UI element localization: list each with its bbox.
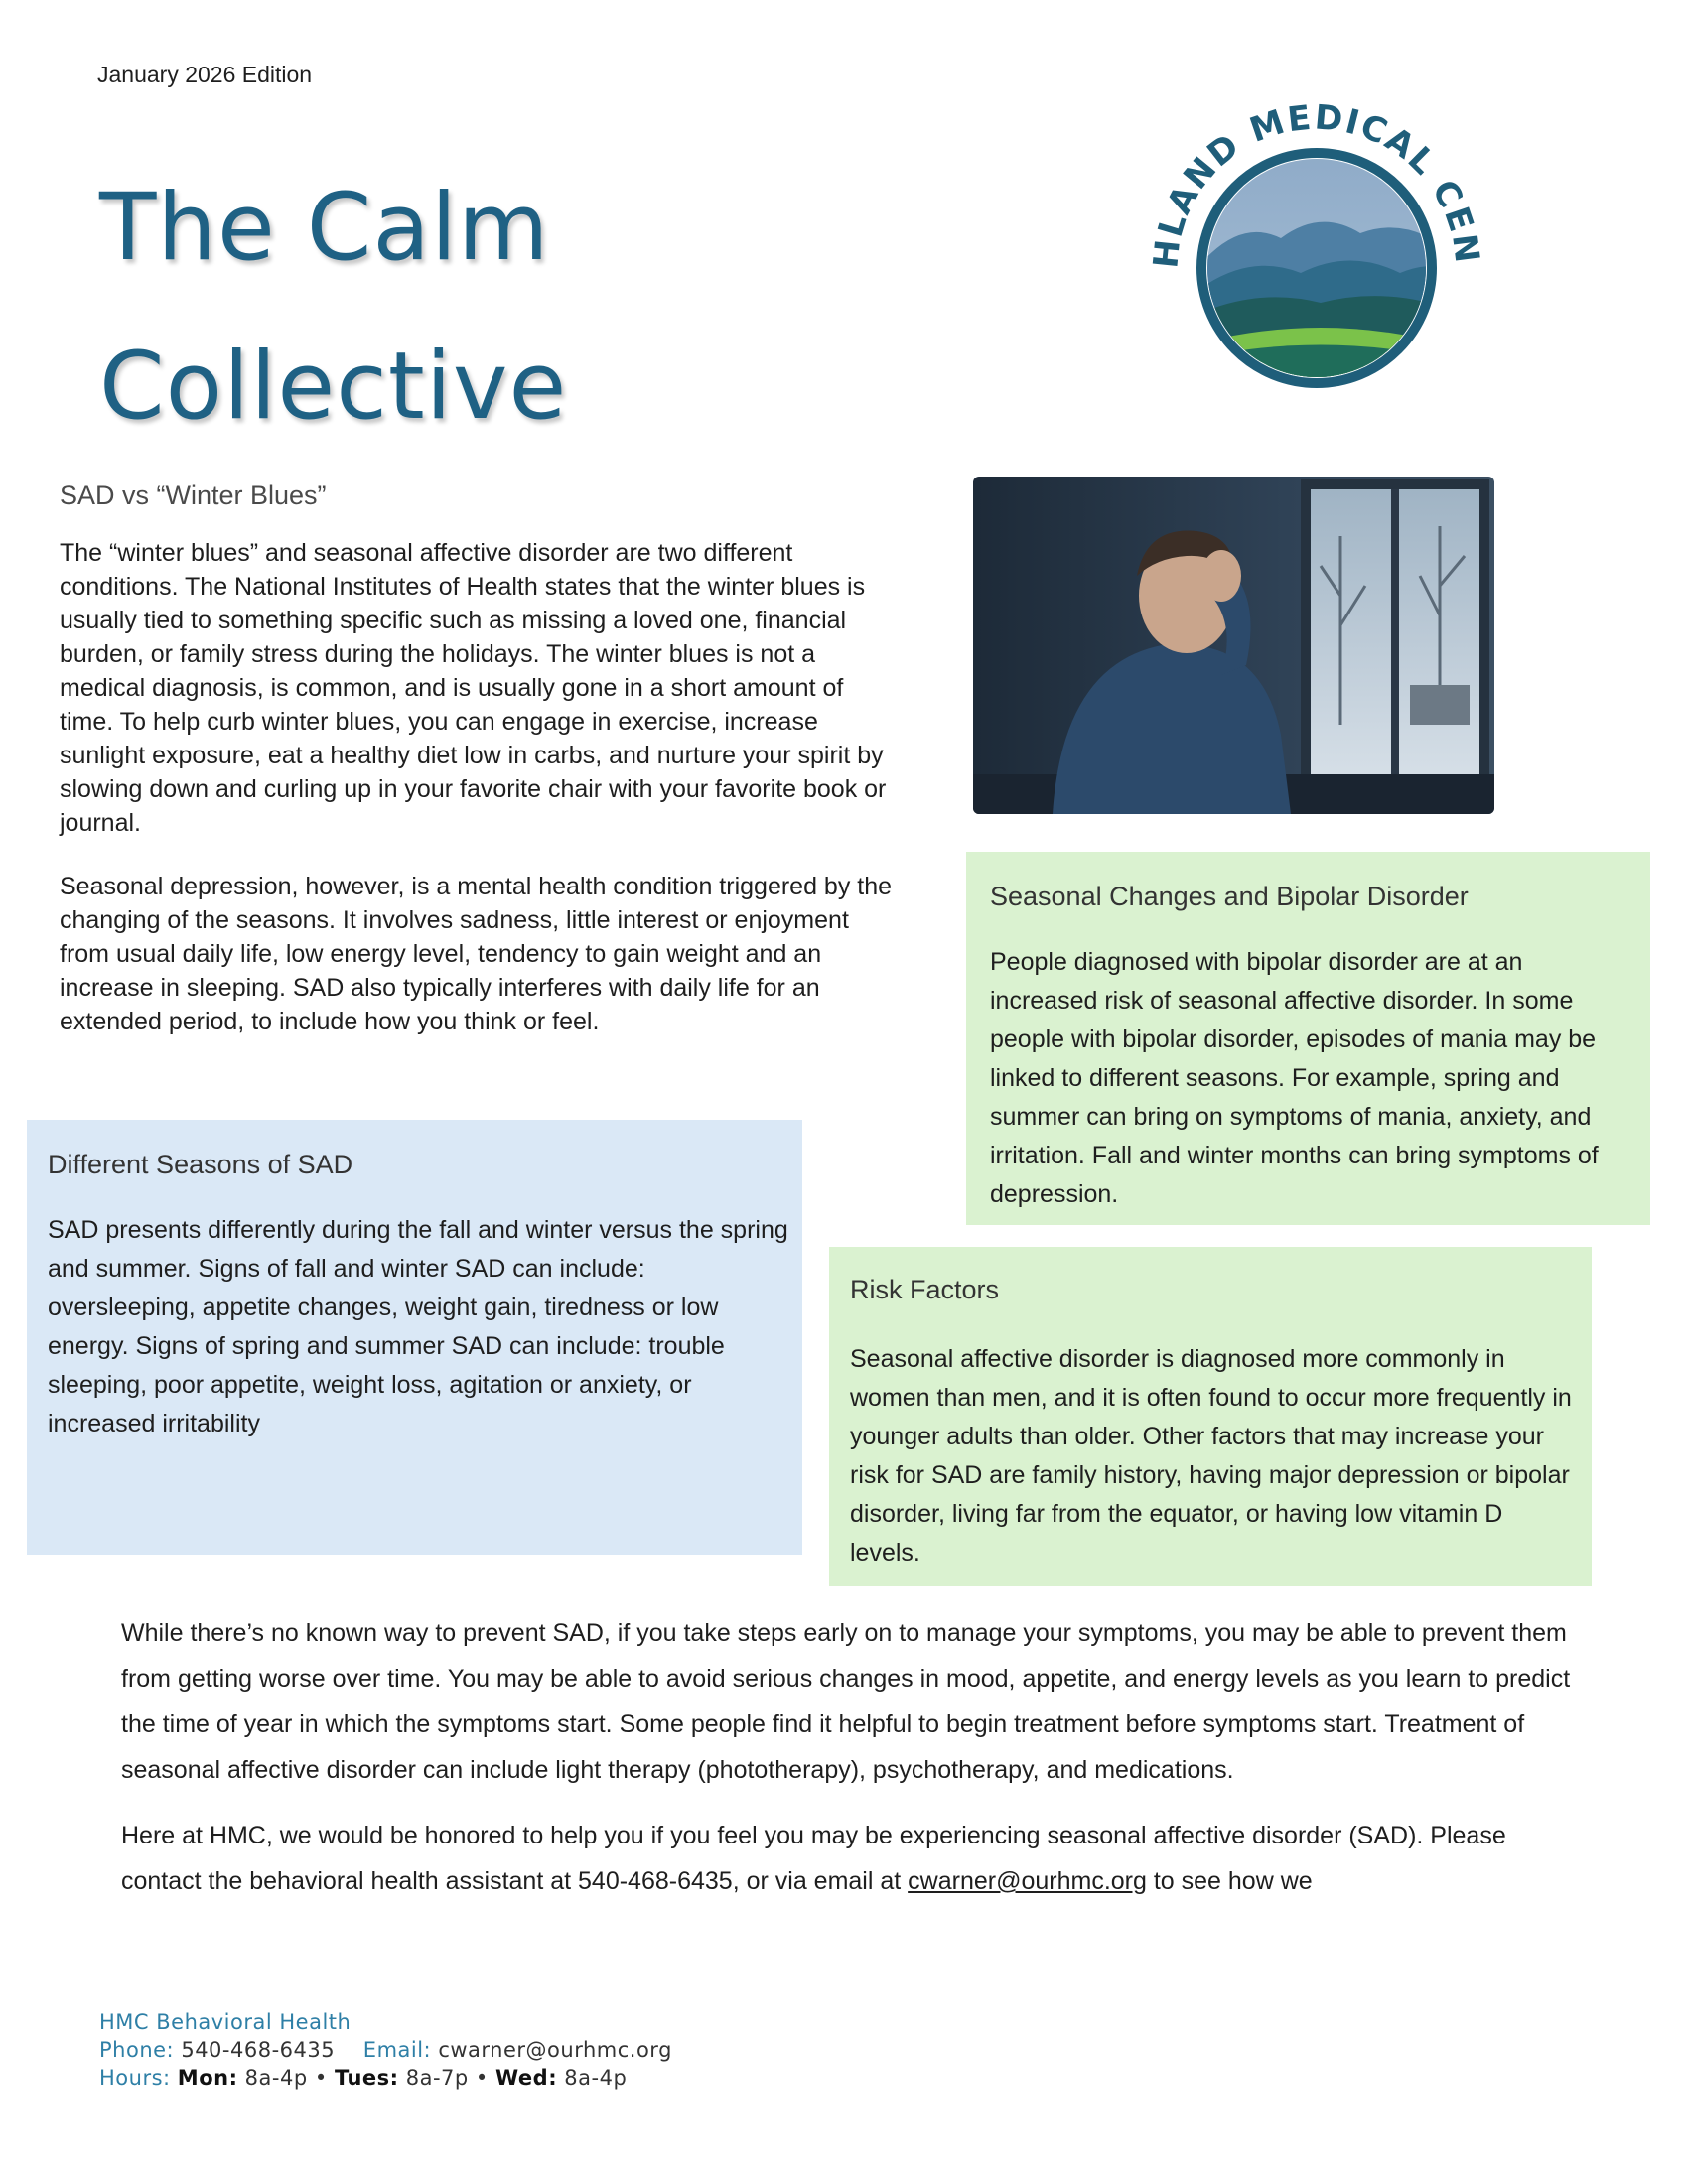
- different-seasons-box: [27, 1120, 802, 1555]
- seasons-text: SAD presents differently during the fall and winter versus the spring and summer. Signs of fall and winter SAD can include: oversleeping, appetite changes, weight gain, tiredness or low energy. Signs of spring and summer SAD can include: trouble sleeping, poor appetite, weight loss, agitation or anxiety, or increased irritability: [48, 1216, 788, 1437]
- footer-phone-email: Phone: 540-468-6435 Email: cwarner@ourhmc.org: [99, 2038, 672, 2062]
- footer-hours: Hours: Mon: 8a-4p • Tues: 8a-7p • Wed: 8a-4p: [99, 2066, 628, 2090]
- footer-phone[interactable]: 540-468-6435: [181, 2038, 336, 2062]
- newsletter-title: [99, 149, 567, 467]
- seasons-heading: Different Seasons of SAD: [48, 1150, 353, 1179]
- footer-org: HMC Behavioral Health: [99, 2010, 352, 2034]
- sad-paragraph-1: The “winter blues” and seasonal affective disorder are two different conditions. The National Institutes of Health states that the winter blues is usually tied to something specific such as missing a loved one, financial burden, or family stress during the holidays. The winter blues is not a medical diagnosis, is common, and is usually gone in a short amount of time. To help curb winter blues, you can engage in exercise, increase sunlight exposure, eat a healthy diet low in carbs, and nurture your spirit by slowing down and curling up in your favorite chair with your favorite book or journal.: [60, 539, 887, 837]
- closing-paragraph-2: Here at HMC, we would be honored to help you if you feel you may be experiencing seasonal affective disorder (SAD). Please contact the behavioral health assistant at 540-468-6435, or via email at cwarner@ourhmc.org to see how we: [121, 1822, 1506, 1895]
- sad-paragraph-2: Seasonal depression, however, is a mental health condition triggered by the changing of the seasons. It involves sadness, little interest or enjoyment from usual daily life, low energy level, tendency to gain weight and an increase in sleeping. SAD also typically interferes with daily life for an extended period, to include how you think or feel.: [60, 873, 893, 1035]
- footer-contact: [99, 2008, 672, 2092]
- bipolar-heading: Seasonal Changes and Bipolar Disorder: [990, 882, 1469, 911]
- contact-email-link[interactable]: cwarner@ourhmc.org: [908, 1867, 1147, 1895]
- sad-man-window-photo: [973, 477, 1494, 814]
- highland-medical-center-logo: [1112, 60, 1509, 417]
- closing-section: [121, 1610, 1581, 1924]
- risk-factors-box: [829, 1247, 1592, 1586]
- footer-email[interactable]: cwarner@ourhmc.org: [438, 2038, 672, 2062]
- svg-text:HIGHLAND MEDICAL CENTER: HLAND MEDICAL CEN: [1146, 97, 1487, 271]
- title-line-2: Collective: [99, 333, 568, 441]
- sad-vs-winter-blues-heading: SAD vs “Winter Blues”: [60, 480, 327, 510]
- risk-text: Seasonal affective disorder is diagnosed more commonly in women than men, and it is often found to occur more frequently in younger adults than older. Other factors that may increase your risk for SAD are family history, having major depression or bipolar disorder, living far from the equator, or having low vitamin D levels.: [850, 1345, 1572, 1567]
- edition-label: January 2026 Edition: [97, 62, 313, 87]
- risk-heading: Risk Factors: [850, 1275, 1000, 1304]
- bipolar-text: People diagnosed with bipolar disorder are at an increased risk of seasonal affective disorder. In some people with bipolar disorder, episodes of mania may be linked to different seasons. For example, spring and summer can bring on symptoms of mania, anxiety, and irritation. Fall and winter months can bring symptoms of depression.: [990, 948, 1599, 1208]
- bipolar-disorder-box: [966, 852, 1650, 1225]
- closing-paragraph-1: While there’s no known way to prevent SAD, if you take steps early on to manage your symptoms, you may be able to prevent them from getting worse over time. You may be able to avoid serious changes in mood, appetite, and energy levels as you learn to predict the time of year in which the symptoms start. Some people find it helpful to begin treatment before symptoms start. Treatment of seasonal affective disorder can include light therapy (phototherapy), psychotherapy, and medications.: [121, 1619, 1571, 1784]
- title-line-1: The Calm: [99, 174, 550, 282]
